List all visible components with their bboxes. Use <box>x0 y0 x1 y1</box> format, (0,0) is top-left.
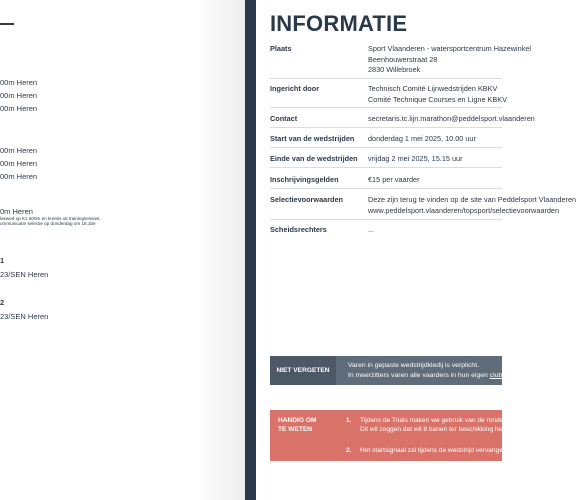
info-value: Sport Vlaanderen - watersportcentrum Hazewinkel Beenhouwerstraat 28 2830 Willebroek <box>368 44 532 74</box>
list-item: 00m Heren <box>0 104 38 113</box>
clubkledij-link[interactable]: clubkledij <box>489 372 518 379</box>
group-number: 2 <box>0 298 5 307</box>
divider <box>270 188 502 189</box>
info-value: donderdag 1 mei 2025, 10.00 uur <box>368 134 476 143</box>
list-item: 00m Heren <box>0 159 38 168</box>
divider <box>270 219 502 220</box>
group-number: 1 <box>0 256 5 265</box>
divider <box>270 107 502 108</box>
info-label: Contact <box>270 114 298 123</box>
selectie-link[interactable]: www.peddelsport.vlaanderen/topsport/selectievoorwaarden <box>368 205 560 215</box>
small-note: ommunicatie selectie op donderdag om 18.15e <box>0 221 96 226</box>
info-label: Selectievoorwaarden <box>270 195 344 204</box>
left-page <box>0 0 245 500</box>
list-item: 00m Heren <box>0 78 38 87</box>
divider <box>270 147 502 148</box>
book-spine <box>245 0 256 500</box>
info-value: Deze zijn terug te vinden op de site van Peddelsport Vlaanderen www.peddelsport.vlaanderen/topsport/selectievoorwaarden <box>368 195 576 215</box>
list-item: 0m Heren <box>0 207 33 216</box>
heading-dash <box>0 23 14 25</box>
divider <box>270 78 502 79</box>
handig-label: HANDIG OM TE WETEN <box>278 417 317 433</box>
list-item: 00m Heren <box>0 146 38 155</box>
info-value: vrijdag 2 mei 2025, 15.15 uur <box>368 154 463 163</box>
divider <box>270 127 502 128</box>
info-value: Technisch Comité Lijnwedstrijden KBKV Comité Technique Courses en Ligne KBKV <box>368 84 507 104</box>
info-label: Start van de wedstrijden <box>270 134 355 143</box>
divider <box>270 167 502 168</box>
small-note: laswed op K1 500m en kreeks uit trainingsessies. <box>0 216 101 221</box>
niet-vergeten-label: NIET VERGETEN <box>270 356 336 385</box>
handig-om-te-weten-box: HANDIG OM TE WETEN 1. Tijdens de Trials maken we gebruik van de ronde van de Dit wil zeggen dat wil 8 banen ter beschikking hebben. 2. Het startsignaal zal tijdens de wedstrijd vervangen worden <box>270 410 502 461</box>
info-label: Inschrijvingsgelden <box>270 175 339 184</box>
info-label: Einde van de wedstrijden <box>270 154 358 163</box>
info-label: Plaats <box>270 44 292 53</box>
niet-vergeten-box <box>270 356 518 385</box>
contact-link[interactable]: secretaris.tc.lijn.marathon@peddelsport.vlaanderen <box>368 114 535 123</box>
right-page <box>256 0 576 500</box>
info-value: €15 per vaarder <box>368 175 420 184</box>
info-label: Scheidsrechters <box>270 225 327 234</box>
group-label: 23/SEN Heren <box>0 312 49 321</box>
page-title: INFORMATIE <box>270 11 408 36</box>
list-item: 00m Heren <box>0 91 38 100</box>
page-shadow <box>195 0 245 500</box>
niet-vergeten-text: Varen in gepaste wedstrijdkledij is verplicht. In meerzitters varen alle vaarders in hun eigen clubkledij <box>348 362 518 379</box>
group-label: 23/SEN Heren <box>0 270 49 279</box>
list-item: 00m Heren <box>0 172 38 181</box>
info-label: Ingericht door <box>270 84 320 93</box>
info-value: ... <box>368 225 375 234</box>
